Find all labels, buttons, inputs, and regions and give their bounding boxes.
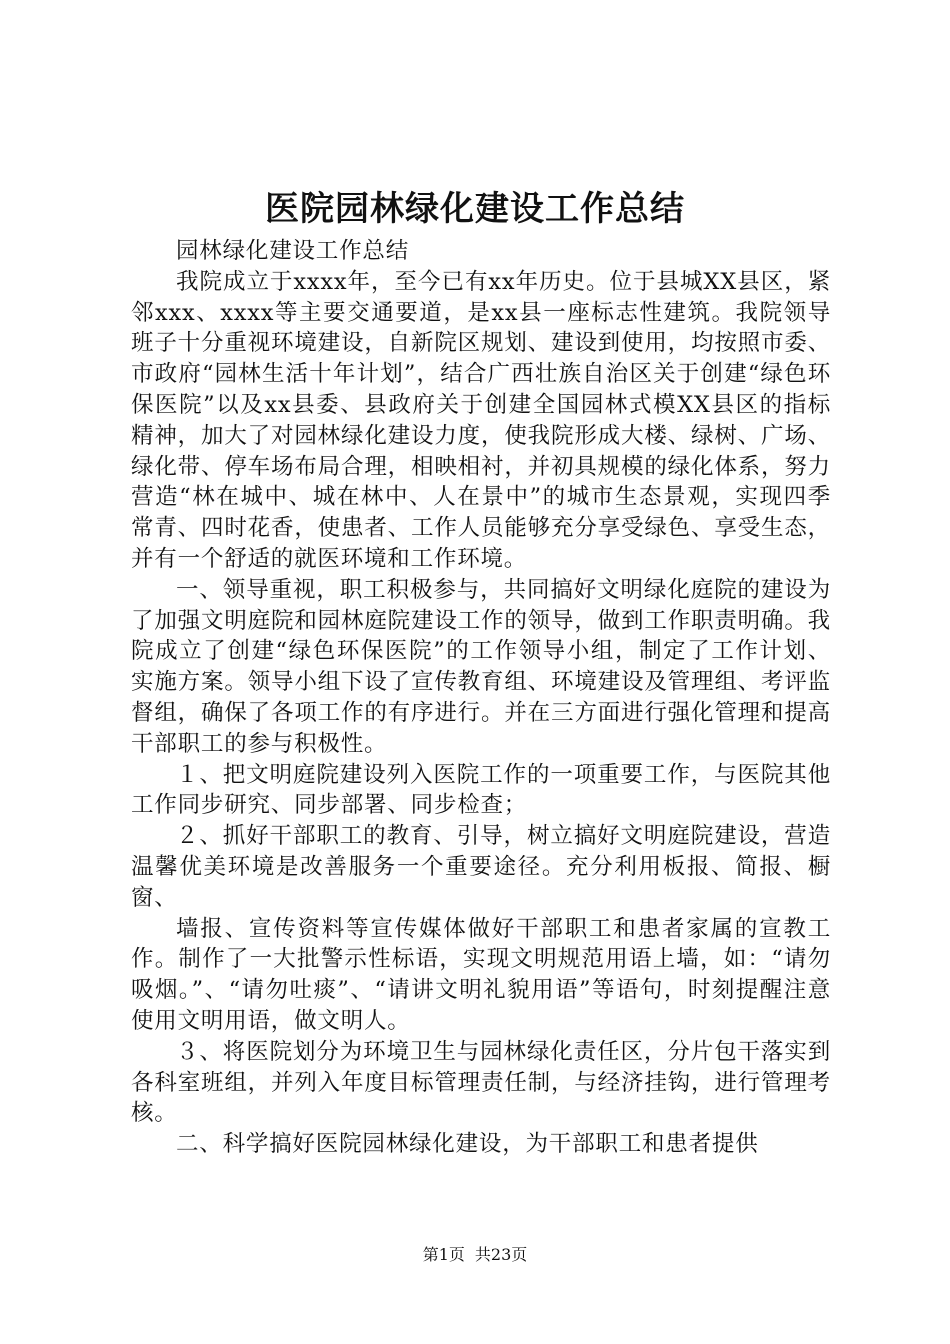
section-one-paragraph: 一、领导重视，职工积极参与，共同搞好文明绿化庭院的建设为了加强文明庭院和园林庭院建设工作的领导，做到工作职责明确。我院成立了创建“绿色环保医院”的工作领导小组，制定了工作计划、实施方案。领导小组下设了宣传教育组、环境建设及管理组、考评监督组，确保了各项工作的有序进行。并在三方面进行强化管理和提高干部职工的参与积极性。 xyxy=(131,576,831,757)
item-one-paragraph: １、把文明庭院建设列入医院工作的一项重要工作，与医院其他工作同步研究、同步部署、同步检查； xyxy=(131,761,831,819)
page-number: 第1页 xyxy=(422,1245,465,1264)
document-body xyxy=(131,236,831,1160)
page-total: 共23页 xyxy=(474,1245,528,1264)
item-two-continued-paragraph: 墙报、宣传资料等宣传媒体做好干部职工和患者家属的宣教工作。制作了一大批警示性标语，实现文明规范用语上墙，如：“请勿吸烟。”、“请勿吐痰”、“请讲文明礼貌用语”等语句，时刻提醒注意使用文明用语，做文明人。 xyxy=(131,915,831,1034)
page-footer xyxy=(0,1244,950,1266)
section-two-paragraph: 二、科学搞好医院园林绿化建设，为干部职工和患者提供 xyxy=(176,1131,759,1158)
item-two-paragraph: ２、抓好干部职工的教育、引导，树立搞好文明庭院建设，营造温馨优美环境是改善服务一个重要途径。充分利用板报、简报、橱窗、 xyxy=(131,823,831,911)
subtitle-paragraph: 园林绿化建设工作总结 xyxy=(176,238,410,264)
intro-paragraph: 我院成立于xxxx年，至今已有xx年历史。位于县城XX县区，紧邻xxx、xxxx等主要交通要道，是xx县一座标志性建筑。我院领导班子十分重视环境建设，自新院区规划、建设到使用，均按照市委、市政府“园林生活十年计划”，结合广西壮族自治区关于创建“绿色环保医院”以及xx县委、县政府关于创建全国园林式模XX县区的指标精神，加大了对园林绿化建设力度，使我院形成大楼、绿树、广场、绿化带、停车场布局合理，相映相衬，并初具规模的绿化体系，努力营造“林在城中、城在林中、人在景中”的城市生态景观，实现四季常青、四时花香，使患者、工作人员能够充分享受绿色、享受生态，并有一个舒适的就医环境和工作环境。 xyxy=(131,268,831,572)
document-title: 医院园林绿化建设工作总结 xyxy=(265,189,685,229)
item-three-paragraph: ３、将医院划分为环境卫生与园林绿化责任区，分片包干落实到各科室班组，并列入年度目标管理责任制，与经济挂钩，进行管理考核。 xyxy=(131,1038,831,1127)
